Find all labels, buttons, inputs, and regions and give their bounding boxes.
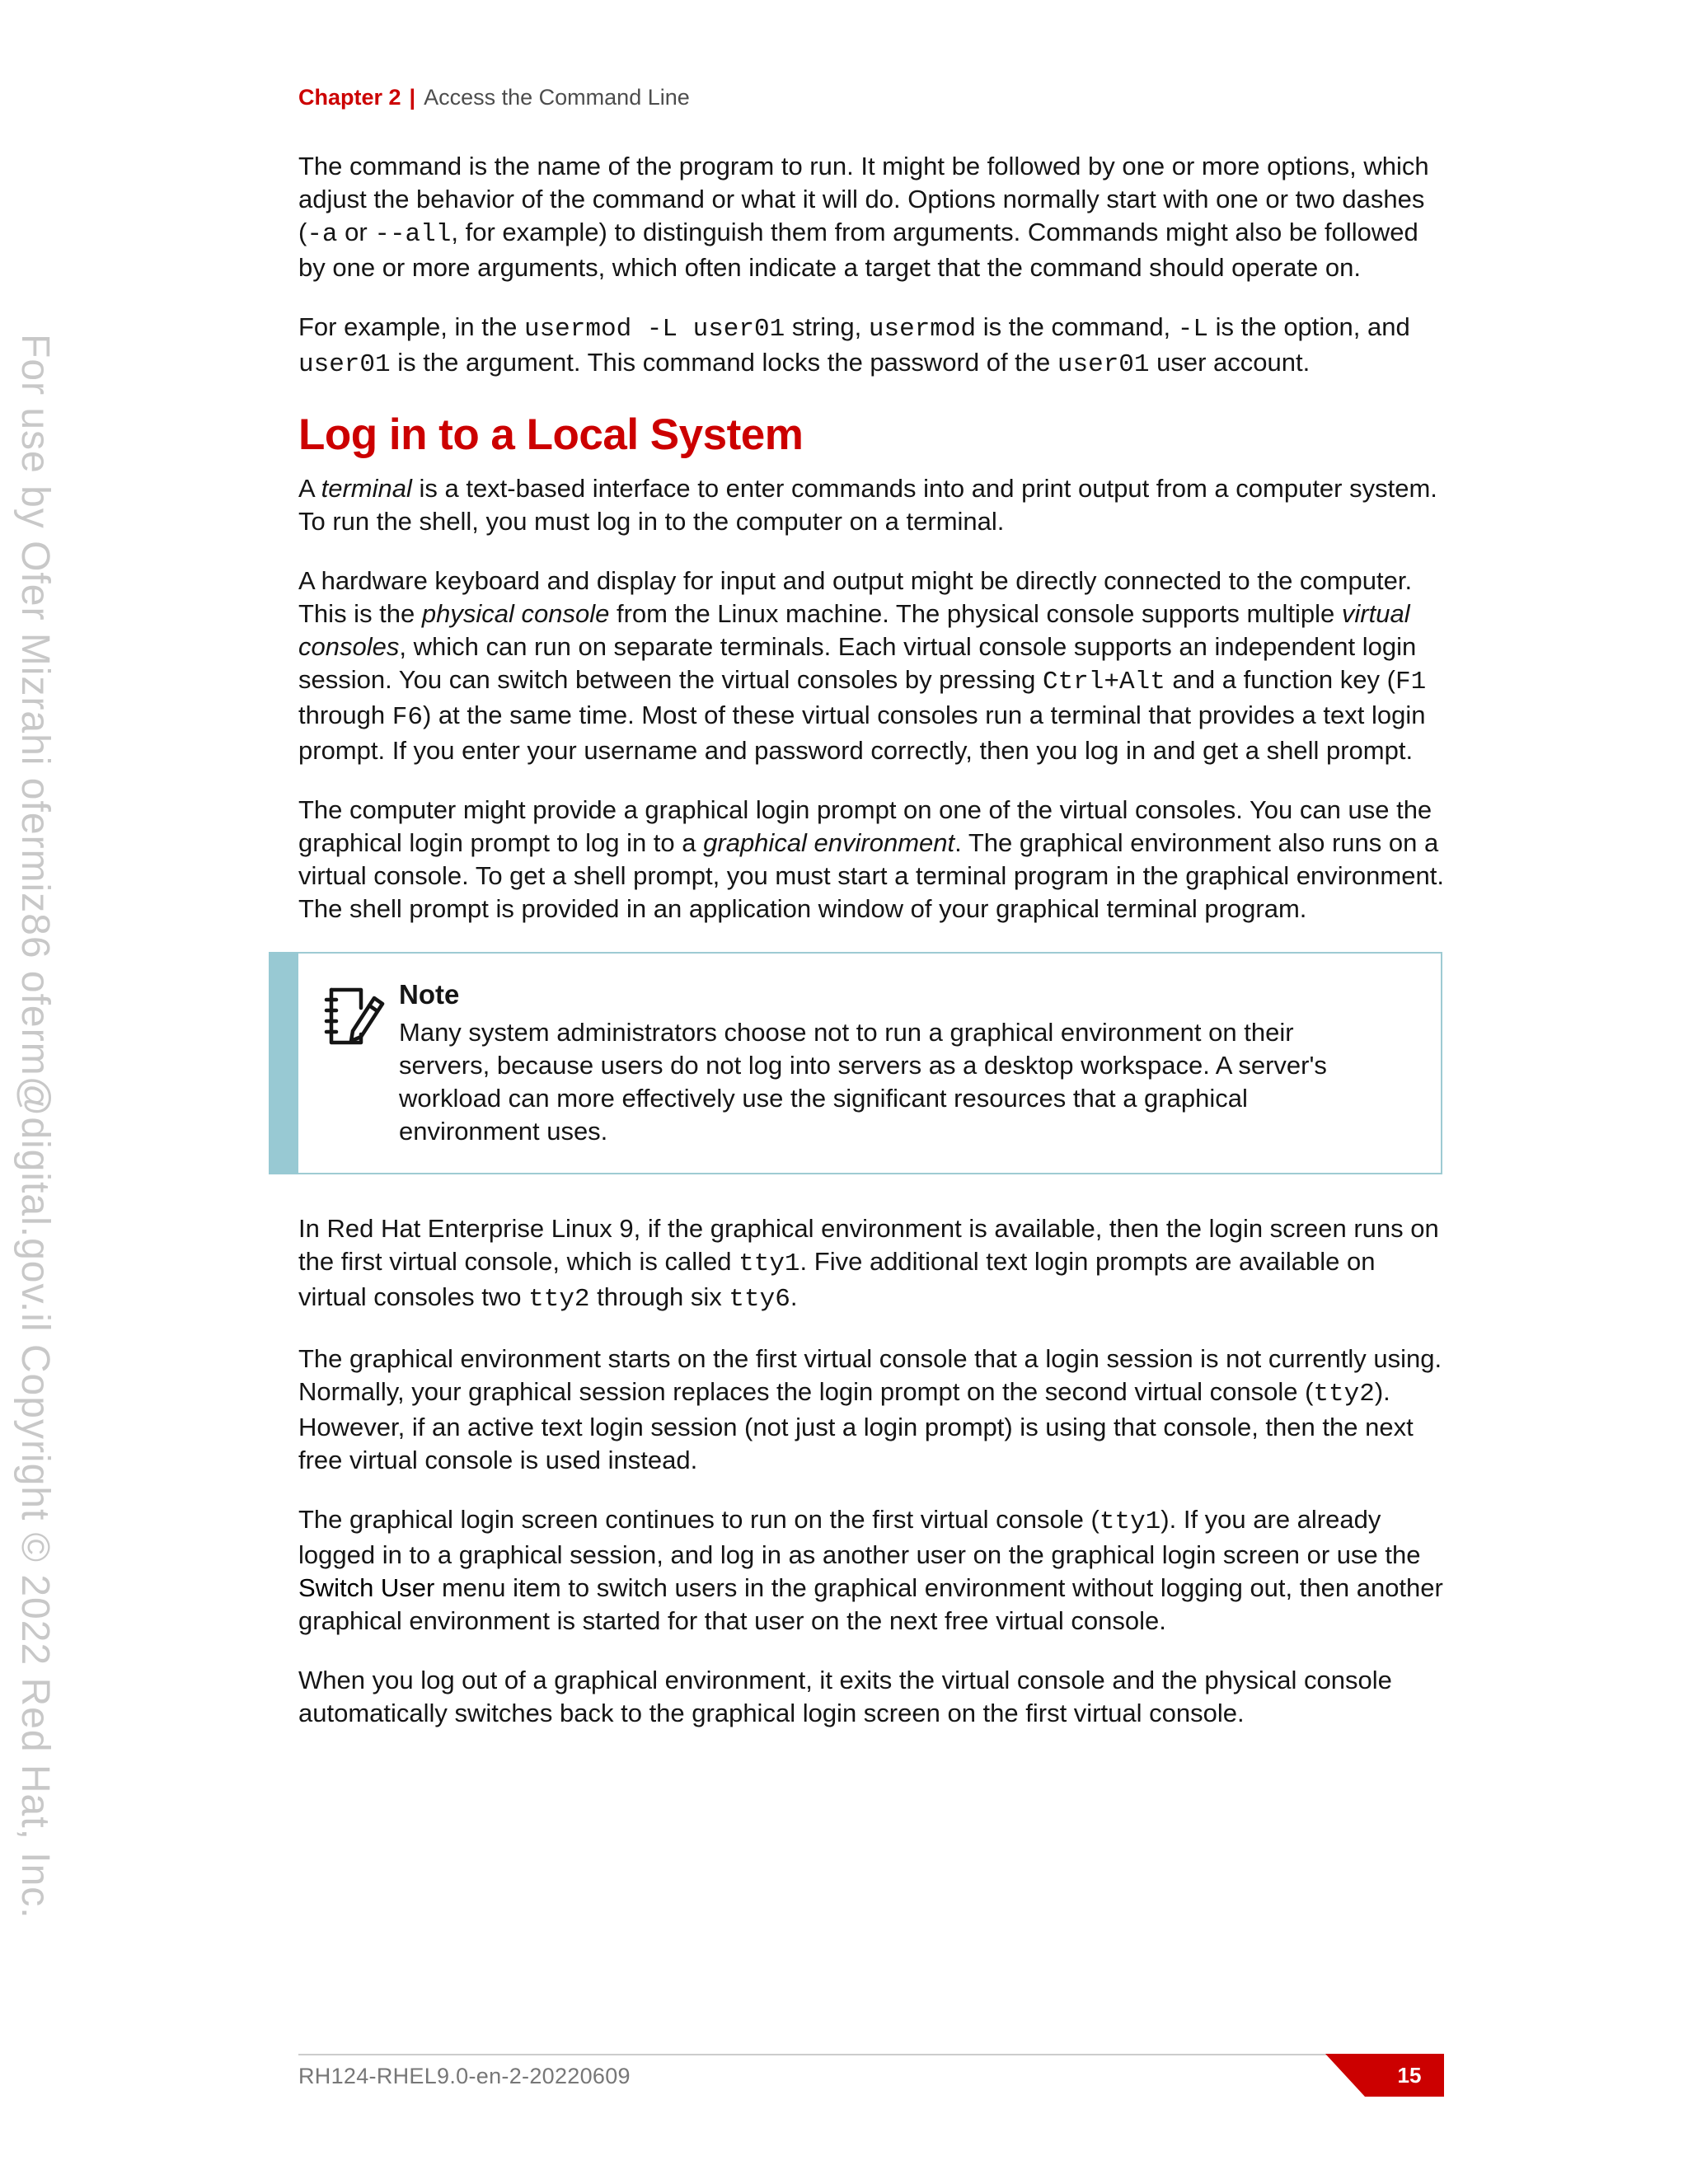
emphasis: graphical environment — [703, 828, 955, 857]
code-inline: usermod -L user01 — [523, 315, 785, 344]
code-inline: Ctrl+Alt — [1042, 668, 1165, 696]
page-content — [298, 150, 1444, 1756]
running-header — [298, 83, 690, 111]
text: For example, in the — [298, 312, 524, 341]
text: . The graphical environment also runs on a virtual console. To get a shell prompt, you must start a terminal program in the graphical environment. The shell prompt is provided in an application window of your graphical terminal program. — [298, 828, 1444, 923]
text: , for example) to distinguish them from arguments. Commands might also be followed by one or more arguments, which often indicate a target that the command should operate on. — [298, 218, 1418, 282]
code-inline: usermod — [868, 315, 977, 344]
emphasis: virtual consoles — [298, 599, 1410, 661]
text: and a function key ( — [1165, 665, 1395, 694]
paragraph-physical-console — [298, 565, 1444, 767]
text: ) at the same time. Most of these virtual consoles run a terminal that provides a text login prompt. If you enter your username and password correctly, then you log in and get a shell prompt. — [298, 701, 1426, 765]
text: A — [298, 474, 321, 503]
code-inline: tty1 — [738, 1249, 800, 1278]
text: , which can run on separate terminals. Each virtual console supports an independent login session. You can switch between the virtual consoles by pressing — [298, 632, 1417, 694]
text: user account. — [1149, 348, 1311, 377]
text: through six — [589, 1282, 729, 1311]
header-separator: | — [409, 85, 416, 110]
note-body: Many system administrators choose not to run a graphical environment on their servers, because users do not log into servers as a desktop workspace. A server's workload can more effectively use the significant resources that a graphical environment uses. — [399, 1018, 1327, 1146]
note-callout — [269, 952, 1442, 1174]
paragraph-rhel9-tty — [298, 1212, 1444, 1316]
text: When you log out of a graphical environment, it exits the virtual console and the physical console automatically switches back to the graphical login screen on the first virtual console. — [298, 1666, 1392, 1727]
text: The computer might provide a graphical login prompt on one of the virtual consoles. You can use the graphical login prompt to log in to a — [298, 795, 1432, 857]
footer-rule — [298, 2054, 1444, 2055]
text: through — [298, 701, 392, 729]
code-inline: -a — [307, 220, 338, 249]
code-inline: tty1 — [1099, 1507, 1161, 1536]
code-inline: tty2 — [528, 1285, 590, 1314]
code-inline: F6 — [392, 703, 423, 732]
text: . Five additional text login prompts are available on virtual consoles two — [298, 1247, 1376, 1311]
text: is the argument. This command locks the password of the — [390, 348, 1057, 377]
code-inline: user01 — [1057, 350, 1150, 379]
text: The graphical login screen continues to run on the first virtual console ( — [298, 1505, 1100, 1534]
text: ). However, if an active text login session (not just a login prompt) is using that console, then the next free virtual console is used instead. — [298, 1377, 1414, 1474]
text: The command is the name of the program to run. It might be followed by one or more options, which adjust the behavior of the command or what it will do. Options normally start with one or two dashes ( — [298, 152, 1429, 246]
text: string, — [785, 312, 869, 341]
paragraph-terminal — [298, 472, 1444, 538]
emphasis: physical console — [421, 599, 610, 628]
text: In Red Hat Enterprise Linux 9, if the graphical environment is available, then the login screen runs on the first virtual console, which is called — [298, 1214, 1439, 1276]
section-heading: Log in to a Local System — [298, 410, 804, 459]
footer-doc-id: RH124-RHEL9.0-en-2-20220609 — [298, 2064, 631, 2088]
paragraph-usermod-example — [298, 311, 1444, 382]
note-accent-bar — [269, 952, 298, 1174]
paragraph-log-out — [298, 1664, 1444, 1730]
text: is a text-based interface to enter commands into and print output from a computer system. To run the shell, you must log in to the computer on a terminal. — [298, 474, 1437, 536]
text: A hardware keyboard and display for input and output might be directly connected to the computer. This is the — [298, 566, 1413, 628]
code-inline: -L — [1177, 315, 1208, 344]
text: . — [790, 1282, 798, 1311]
code-inline: --all — [374, 220, 452, 249]
note-edit-icon — [320, 983, 386, 1049]
paragraph-graphical-login — [298, 794, 1444, 926]
emphasis: terminal — [321, 474, 412, 503]
code-inline: tty6 — [729, 1285, 790, 1314]
code-inline: user01 — [298, 350, 391, 379]
code-inline: tty2 — [1313, 1380, 1375, 1408]
text: is the command, — [976, 312, 1178, 341]
text: or — [337, 218, 375, 246]
copyright-watermark: For use by Ofer Mizrahi ofermiz86 oferm@digital.gov.il Copyright © 2022 Red Hat, Inc. — [13, 334, 57, 1919]
text: ). If you are already logged in to a graphical session, and log in as another user on the graphical login screen or use the — [298, 1505, 1421, 1569]
paragraph-command-syntax — [298, 150, 1444, 284]
code-inline: F1 — [1395, 668, 1427, 696]
note-title: Note — [399, 979, 460, 1010]
chapter-title: Access the Command Line — [424, 85, 690, 110]
text: menu item to switch users in the graphical environment without logging out, then another graphical environment is started for that user on the next free virtual console. — [298, 1573, 1443, 1635]
paragraph-graphical-start — [298, 1343, 1444, 1477]
gui-label: Switch User — [298, 1573, 435, 1602]
text: is the option, and — [1208, 312, 1410, 341]
text: from the Linux machine. The physical console supports multiple — [609, 599, 1342, 628]
chapter-label: Chapter 2 — [298, 85, 401, 110]
paragraph-switch-user — [298, 1503, 1444, 1638]
text: The graphical environment starts on the first virtual console that a login session is not currently using. Normally, your graphical session replaces the login prompt on the second virtual console ( — [298, 1344, 1442, 1406]
page-number: 15 — [1397, 2063, 1422, 2088]
